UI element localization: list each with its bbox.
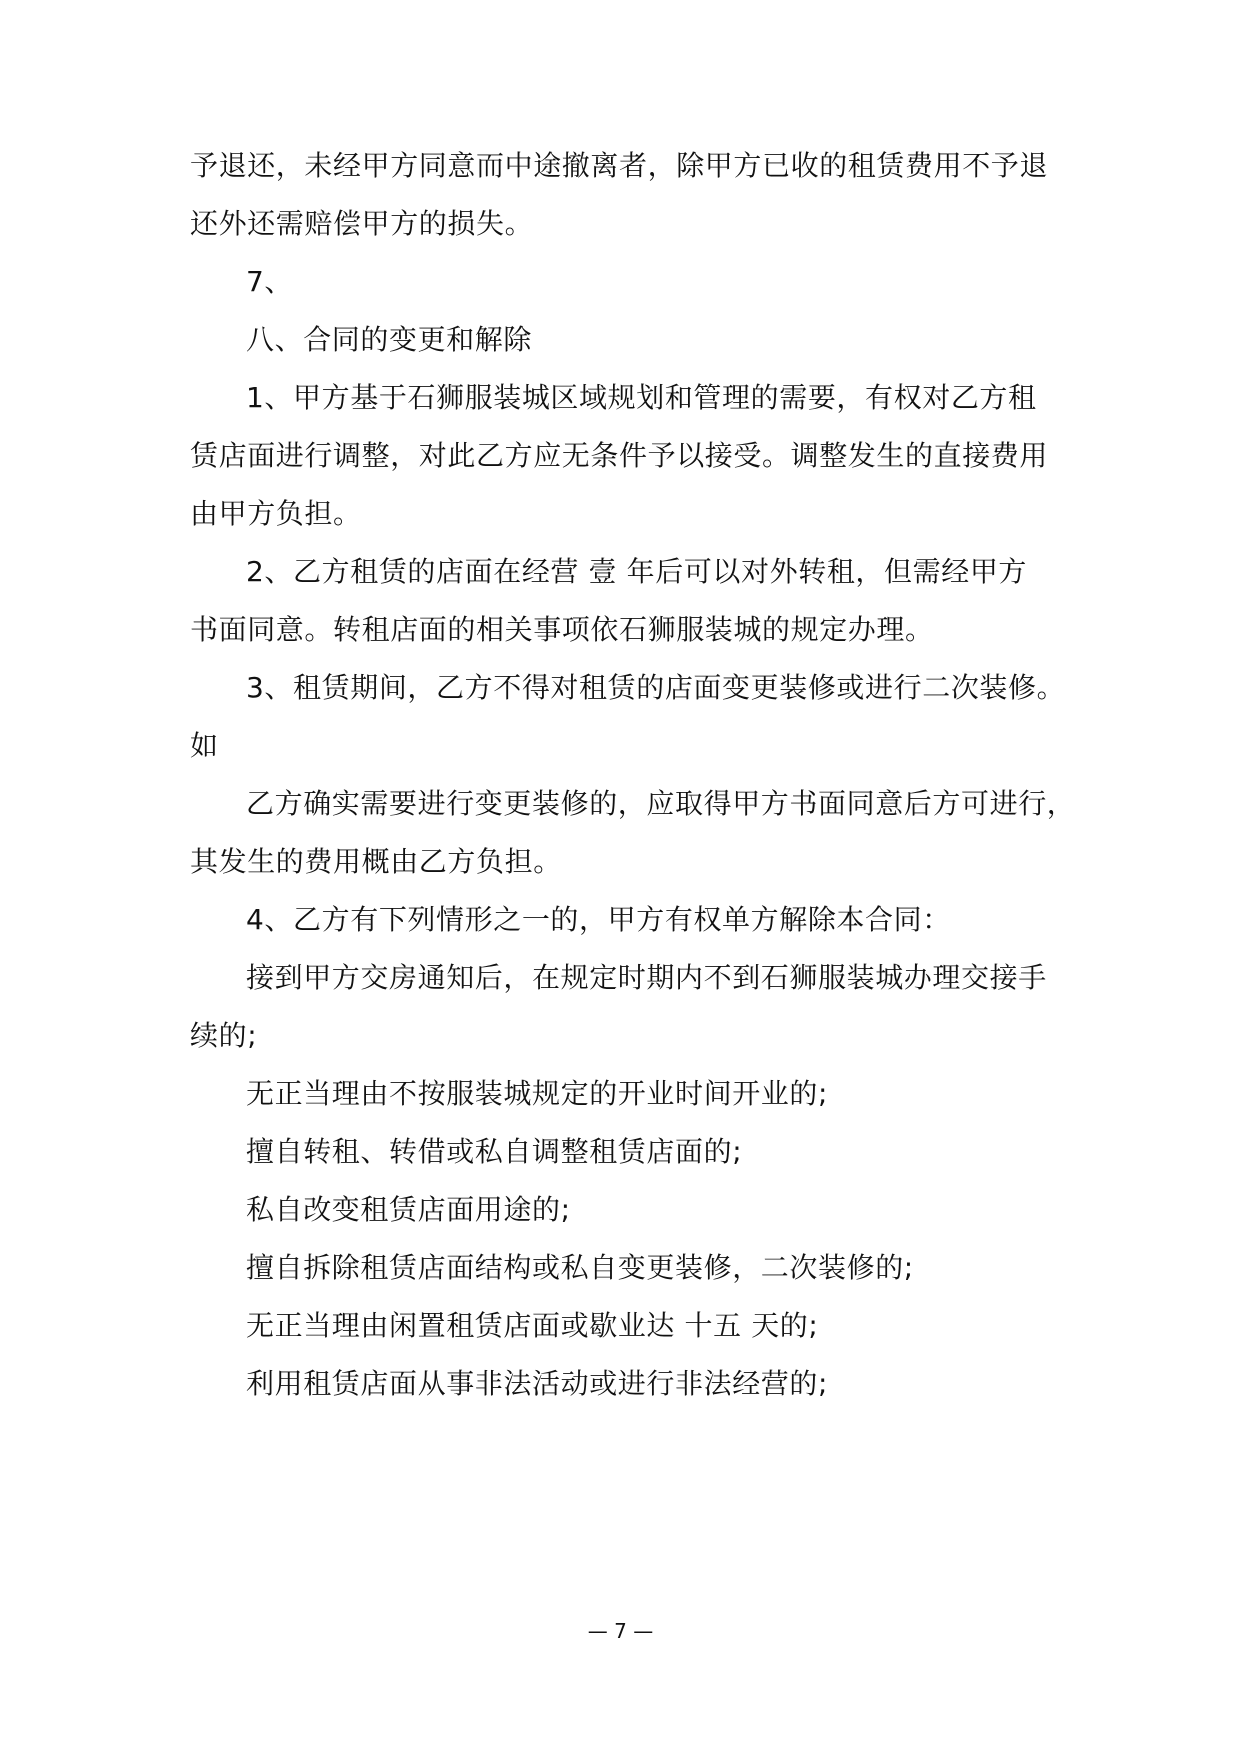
paragraph-line: 还外还需赔偿甲方的损失。 <box>190 207 534 240</box>
paragraph-line: 2、乙方租赁的店面在经营 壹 年后可以对外转租，但需经甲方 <box>246 555 1028 588</box>
clause-number: 7、 <box>246 265 294 298</box>
list-item-line: 接到甲方交房通知后，在规定时期内不到石狮服装城办理交接手 <box>246 961 1047 994</box>
paragraph-line: 4、乙方有下列情形之一的，甲方有权单方解除本合同： <box>246 903 951 936</box>
list-item-line: 续的; <box>190 1019 258 1052</box>
paragraph-line: 予退还，未经甲方同意而中途撤离者，除甲方已收的租赁费用不予退 <box>190 149 1049 182</box>
list-item: 利用租赁店面从事非法活动或进行非法经营的; <box>246 1367 829 1400</box>
paragraph-line: 书面同意。转租店面的相关事项依石狮服装城的规定办理。 <box>190 613 934 646</box>
paragraph-line: 赁店面进行调整，对此乙方应无条件予以接受。调整发生的直接费用 <box>190 439 1049 472</box>
list-item: 擅自转租、转借或私自调整租赁店面的; <box>246 1135 743 1168</box>
paragraph-line: 3、租赁期间，乙方不得对租赁的店面变更装修或进行二次装修。 <box>246 671 1066 704</box>
list-item: 无正当理由不按服装城规定的开业时间开业的; <box>246 1077 829 1110</box>
paragraph-line: 乙方确实需要进行变更装修的，应取得甲方书面同意后方可进行， <box>246 787 1076 820</box>
paragraph-line: 由甲方负担。 <box>190 497 362 530</box>
list-item: 擅自拆除租赁店面结构或私自变更装修，二次装修的; <box>246 1251 914 1284</box>
paragraph-line: 1、甲方基于石狮服装城区域规划和管理的需要，有权对乙方租 <box>246 381 1037 414</box>
section-heading: 八、合同的变更和解除 <box>246 323 533 356</box>
list-item: 私自改变租赁店面用途的; <box>246 1193 571 1226</box>
page-number: — 7 — <box>587 1619 654 1643</box>
paragraph-line: 其发生的费用概由乙方负担。 <box>190 845 562 878</box>
paragraph-line: 如 <box>190 729 219 762</box>
list-item: 无正当理由闲置租赁店面或歇业达 十五 天的; <box>246 1309 819 1342</box>
